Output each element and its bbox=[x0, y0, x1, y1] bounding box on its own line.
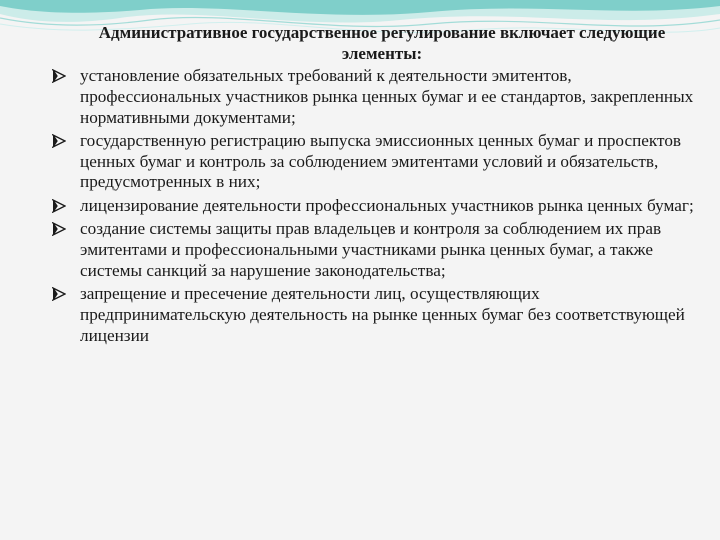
list-item-text: лицензирование деятельности профессиональных участников рынка ценных бумаг; bbox=[80, 195, 694, 215]
arrowhead-bullet-icon bbox=[52, 199, 66, 213]
list-item-text: установление обязательных требований к деятельности эмитентов, профессиональных участников рынка ценных бумаг и ее стандартов, закрепленных нормативными документами; bbox=[80, 66, 694, 127]
list-item bbox=[52, 131, 702, 193]
list-item-text: создание системы защиты прав владельцев и контроля за соблюдением их прав эмитентами и профессиональными участниками рынка ценных бумаг, а также системы санкций за нарушение законодательства; bbox=[80, 219, 662, 280]
arrowhead-bullet-icon bbox=[52, 287, 66, 301]
list-item bbox=[52, 66, 702, 128]
list-item bbox=[52, 219, 702, 281]
bullet-list bbox=[52, 66, 702, 346]
list-item bbox=[52, 284, 702, 346]
slide-title: Административное государственное регулирование включает следующие элементы: bbox=[98, 23, 666, 63]
slide-content bbox=[52, 22, 702, 349]
list-item-text: государственную регистрацию выпуска эмиссионных ценных бумаг и проспектов ценных бумаг и контроль за соблюдением эмитентами условий и обязательств, предусмотренных в них; bbox=[80, 130, 682, 192]
list-item-text: запрещение и пресечение деятельности лиц, осуществляющих предпринимательскую деятельность на рынке ценных бумаг без соответствующей лицензии bbox=[80, 283, 685, 345]
arrowhead-bullet-icon bbox=[52, 69, 66, 83]
arrowhead-bullet-icon bbox=[52, 222, 66, 236]
arrowhead-bullet-icon bbox=[52, 134, 66, 148]
list-item bbox=[52, 196, 702, 217]
